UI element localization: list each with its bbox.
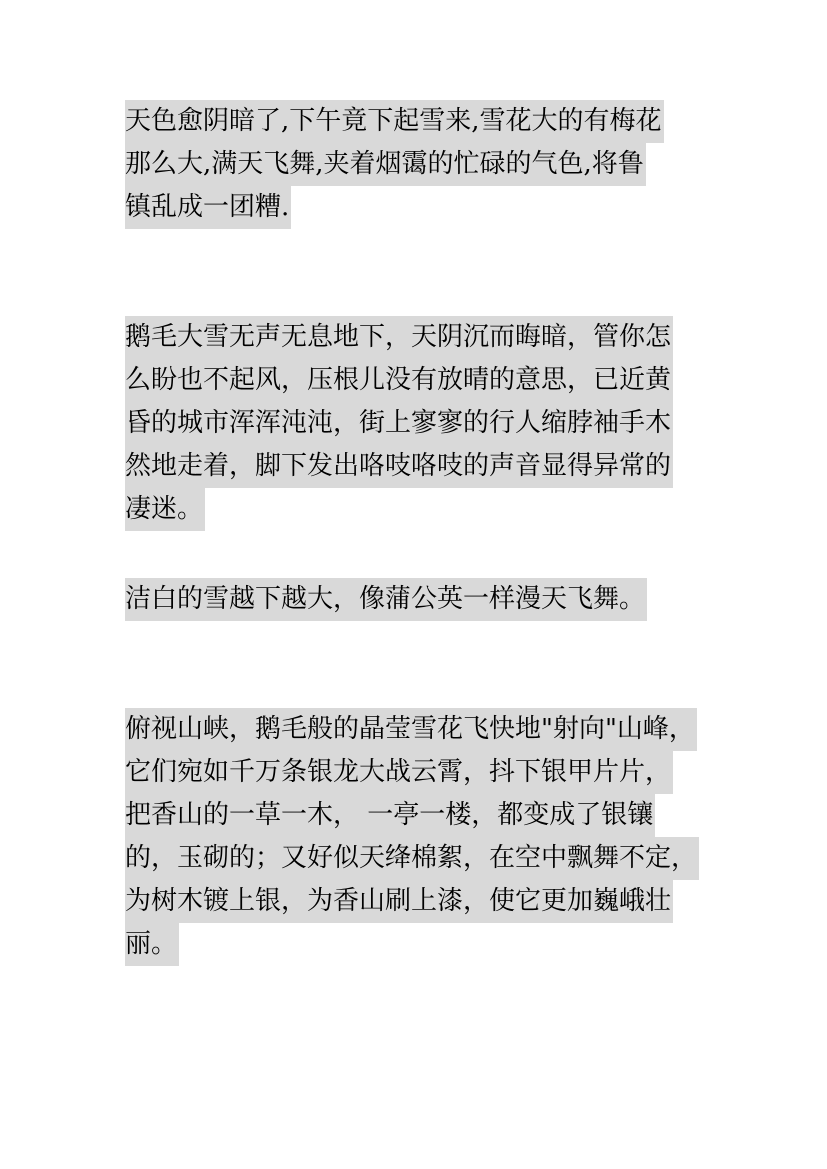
- paragraph-1: [125, 100, 664, 229]
- paragraph-line: 然地走着，脚下发出咯吱咯吱的声音显得异常的: [125, 445, 673, 488]
- paragraph-line: 把香山的一草一木， 一亭一楼，都变成了银镶: [125, 794, 655, 837]
- paragraph-line: 为树木镀上银，为香山刷上漆，使它更加巍峨壮: [125, 880, 673, 923]
- paragraph-line: 天色愈阴暗了,下午竟下起雪来,雪花大的有梅花: [125, 100, 664, 143]
- paragraph-line: 俯视山峡，鹅毛般的晶莹雪花飞快地"射向"山峰，: [125, 708, 697, 751]
- paragraph-2: [125, 316, 673, 531]
- paragraph-line: 那么大,满天飞舞,夹着烟霭的忙碌的气色,将鲁: [125, 143, 646, 186]
- paragraph-line: 洁白的雪越下越大，像蒲公英一样漫天飞舞。: [125, 578, 647, 621]
- paragraph-line: 凄迷。: [125, 488, 205, 531]
- paragraph-line: 镇乱成一团糟.: [125, 186, 291, 229]
- paragraph-line: 鹅毛大雪无声无息地下，天阴沉而晦暗，管你怎: [125, 316, 673, 359]
- paragraph-line: 么盼也不起风，压根儿没有放晴的意思，已近黄: [125, 359, 673, 402]
- paragraph-3: [125, 578, 647, 621]
- paragraph-line: 昏的城市浑浑沌沌，街上寥寥的行人缩脖袖手木: [125, 402, 673, 445]
- paragraph-line: 它们宛如千万条银龙大战云霄，抖下银甲片片，: [125, 751, 673, 794]
- paragraph-line: 丽。: [125, 923, 179, 966]
- paragraph-4: [125, 708, 699, 966]
- paragraph-line: 的，玉砌的；又好似天绛棉絮，在空中飘舞不定，: [125, 837, 699, 880]
